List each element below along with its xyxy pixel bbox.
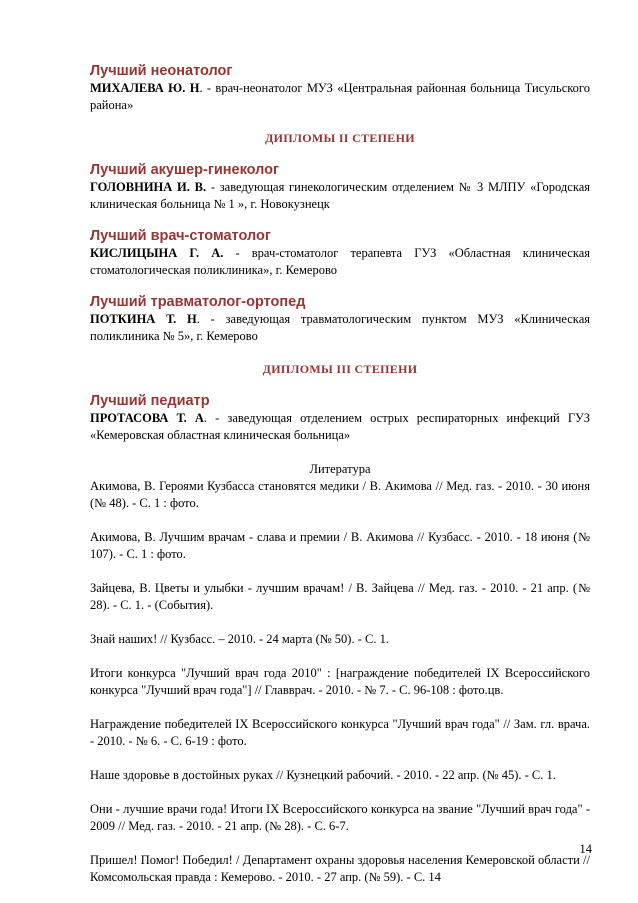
entry-body [90,410,590,444]
entry-body [90,311,590,345]
entry-heading: Лучший акушер-гинеколог [90,162,280,178]
entry-name: МИХАЛЕВА Ю. Н [90,81,200,95]
award-entry-orthopedist [90,293,590,345]
reference-item: Зайцева, В. Цветы и улыбки - лучшим врачам! / В. Зайцева // Мед. газ. - 2010. - 21 апр. (№ 28). - С. 1. - (События). [90,581,590,612]
literature-title: Литература [309,462,371,476]
entry-heading: Лучший травматолог-ортопед [90,294,306,310]
entry-body [90,245,590,279]
document-page [90,62,590,886]
award-entry-neonatologist [90,62,590,114]
entry-text: . - врач-неонатолог МУЗ «Центральная районная больница Тисульского района» [90,81,590,112]
entry-name: ПОТКИНА Т. Н [90,312,197,326]
entry-name: ГОЛОВНИНА И. В. [90,180,207,194]
entry-heading: Лучший врач-стоматолог [90,228,271,244]
entry-text: . - заведующая травматологическим пунктом МУЗ «Клиническая поликлиника № 5», г. Кемерово [90,312,590,343]
reference-list [90,478,590,886]
reference-item: Награждение победителей IX Всероссийского конкурса "Лучший врач года" // Зам. гл. врача. - 2010. - № 6. - С. 6-19 : фото. [90,717,590,748]
entry-text: . - заведующая отделением острых респираторных инфекций ГУЗ «Кемеровская областная клиническая больница» [90,411,590,442]
entry-name: КИСЛИЦЫНА Г. А. [90,246,224,260]
section-title-diplomas-3: ДИПЛОМЫ III СТЕПЕНИ [262,362,418,376]
entry-heading: Лучший неонатолог [90,63,233,79]
reference-item: Итоги конкурса "Лучший врач года 2010" : [награждение победителей IX Всероссийского конкурса "Лучший врач года"] // Главврач. - 2010. - № 7. - С. 96-108 : фото.цв. [90,666,590,697]
section-title-diplomas-2: ДИПЛОМЫ II СТЕПЕНИ [265,131,415,145]
award-entry-obstetrician [90,161,590,213]
entry-name: ПРОТАСОВА Т. А [90,411,204,425]
entry-body [90,179,590,213]
entry-text: - врач-стоматолог терапевта ГУЗ «Областная клиническая стоматологическая поликлиника», г. Кемерово [90,246,590,277]
reference-item: Пришел! Помог! Победил! / Департамент охраны здоровья населения Кемеровской области // Комсомольская правда : Кемерово. - 2010. - 27 апр. (№ 59). - С. 14 [90,853,590,884]
reference-item: Акимова, В. Героями Кузбасса становятся медики / В. Акимова // Мед. газ. - 2010. - 30 июня (№ 48). - С. 1 : фото. [90,479,590,510]
award-entry-pediatrician [90,392,590,444]
entry-heading: Лучший педиатр [90,393,210,409]
reference-item: Знай наших! // Кузбасс. – 2010. - 24 марта (№ 50). - С. 1. [90,632,389,646]
entry-body [90,80,590,114]
reference-item: Наше здоровье в достойных руках // Кузнецкий рабочий. - 2010. - 22 апр. (№ 45). - С. 1. [90,768,556,782]
reference-item: Акимова, В. Лучшим врачам - слава и премии / В. Акимова // Кузбасс. - 2010. - 18 июня (№ 107). - С. 1 : фото. [90,530,590,561]
entry-text: - заведующая гинекологическим отделением № 3 МЛПУ «Городская клиническая больница № 1 », г. Новокузнецк [90,180,591,211]
page-number: 14 [579,842,592,856]
award-entry-dentist [90,227,590,279]
reference-item: Они - лучшие врачи года! Итоги IX Всероссийского конкурса на звание "Лучший врач года" - 2009 // Мед. газ. - 2010. - 21 апр. (№ 28). - С. 6-7. [90,802,590,833]
